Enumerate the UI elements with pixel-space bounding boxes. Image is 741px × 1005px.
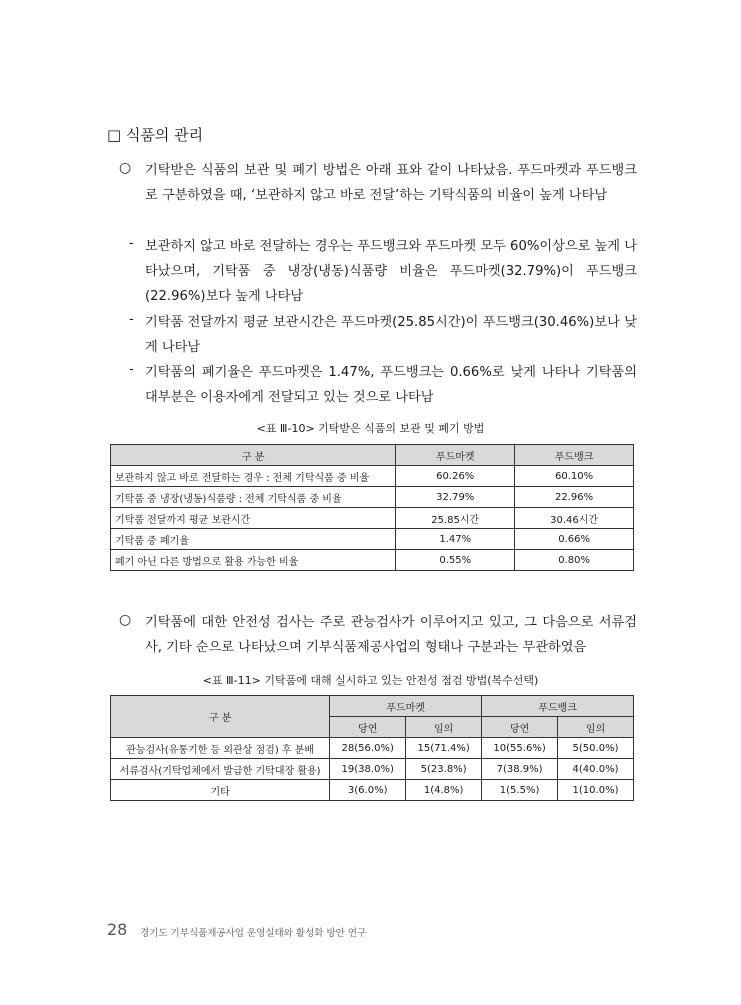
table-cell: 60.26% [396, 466, 515, 487]
table-cell: 0.80% [515, 550, 634, 571]
table-cell: 7(38.9%) [482, 759, 558, 780]
table-row [111, 759, 634, 780]
sub-marker-2: - [129, 312, 134, 327]
table-cell: 22.96% [515, 487, 634, 508]
table-cell: 기탁품 중 냉장(냉동)식품량 : 전체 기탁식품 중 비율 [111, 487, 396, 508]
table1-header: 푸드뱅크 [515, 445, 634, 466]
table-row [111, 508, 634, 529]
table1-caption: <표 Ⅲ-10> 기탁받은 식품의 보관 및 폐기 방법 [256, 422, 485, 435]
table2-caption: <표 Ⅲ-11> 기탁품에 대해 실시하고 있는 안전성 점검 방법(복수선택) [202, 674, 539, 687]
table-row [111, 780, 634, 801]
table-cell: 4(40.0%) [558, 759, 634, 780]
table-cell: 28(56.0%) [330, 738, 406, 759]
sub-marker-3: - [129, 362, 134, 377]
sub-marker-1: - [129, 236, 134, 251]
table2 [110, 695, 634, 801]
table-cell: 60.10% [515, 466, 634, 487]
table-cell: 25.85시간 [396, 508, 515, 529]
table-cell: 폐기 아닌 다른 방법으로 활용 가능한 비율 [111, 550, 396, 571]
footer-title: 경기도 기부식품제공사업 운영실태와 활성화 방안 연구 [140, 928, 367, 939]
table2-group-header: 푸드뱅크 [482, 696, 634, 717]
table-cell: 기타 [111, 780, 330, 801]
table-cell: 30.46시간 [515, 508, 634, 529]
sub-item-2: 기탁품 전달까지 평균 보관시간은 푸드마켓(25.85시간)이 푸드뱅크(30.46%)보나 낮게 나타남 [145, 315, 637, 355]
table-cell: 1(4.8%) [406, 780, 482, 801]
table-row [111, 529, 634, 550]
table-row [111, 466, 634, 487]
table2-subheader: 당연 [482, 717, 558, 738]
table2-subheader: 임의 [406, 717, 482, 738]
table-cell: 5(23.8%) [406, 759, 482, 780]
table-cell: 1(10.0%) [558, 780, 634, 801]
table-cell: 19(38.0%) [330, 759, 406, 780]
table2-header-row [111, 696, 634, 717]
table2-header: 구 분 [111, 696, 330, 738]
table-cell: 관능검사(유통기한 등 외관상 점검) 후 분배 [111, 738, 330, 759]
table-row [111, 738, 634, 759]
bullet-paragraph-2: 기탁품에 대한 안전성 검사는 주로 관능검사가 이루어지고 있고, 그 다음으로 서류검사, 기타 순으로 나타났으며 기부식품제공사업의 형태나 구분과는 무관하였음 [145, 615, 637, 655]
table-cell: 기탁품 중 폐기율 [111, 529, 396, 550]
table-cell: 3(6.0%) [330, 780, 406, 801]
sub-item-1: 보관하지 않고 바로 전달하는 경우는 푸드뱅크와 푸드마켓 모두 60%이상으로 높게 나타났으며, 기탁품 중 냉장(냉동)식품량 비율은 푸드마켓(32.79%)이 푸드뱅크(22.96%)보다 높게 나타남 [145, 239, 637, 304]
table1-header: 구 분 [111, 445, 396, 466]
table-cell: 서류검사(기탁업체에서 발급한 기탁대장 활용) [111, 759, 330, 780]
page-number: 28 [107, 920, 128, 939]
bullet-marker: ○ [119, 160, 132, 176]
table-row [111, 550, 634, 571]
table2-group-header: 푸드마켓 [330, 696, 482, 717]
sub-item-3: 기탁품의 폐기율은 푸드마켓은 1.47%, 푸드뱅크는 0.66%로 낮게 나타나 기탁품의 대부분은 이용자에게 전달되고 있는 것으로 나타남 [145, 365, 637, 405]
table-cell: 기탁품 전달까지 평균 보관시간 [111, 508, 396, 529]
table-cell: 1(5.5%) [482, 780, 558, 801]
table-cell: 15(71.4%) [406, 738, 482, 759]
table2-subheader: 임의 [558, 717, 634, 738]
table2-subheader: 당연 [330, 717, 406, 738]
section-title: □ 식품의 관리 [107, 126, 204, 144]
table1-header-row [111, 445, 634, 466]
table1-header: 푸드마켓 [396, 445, 515, 466]
table-cell: 보관하지 않고 바로 전달하는 경우 : 전체 기탁식품 중 비율 [111, 466, 396, 487]
table1 [110, 444, 634, 571]
table-cell: 1.47% [396, 529, 515, 550]
table-cell: 0.55% [396, 550, 515, 571]
table-cell: 10(55.6%) [482, 738, 558, 759]
table-row [111, 487, 634, 508]
table-cell: 0.66% [515, 529, 634, 550]
bullet-paragraph-1: 기탁받은 식품의 보관 및 폐기 방법은 아래 표와 같이 나타났음. 푸드마켓과 푸드뱅크로 구분하였을 때, ‘보관하지 않고 바로 전달’하는 기탁식품의 비율이 높게 나타남 [145, 163, 637, 203]
table-cell: 5(50.0%) [558, 738, 634, 759]
bullet-marker: ○ [119, 612, 132, 628]
table-cell: 32.79% [396, 487, 515, 508]
